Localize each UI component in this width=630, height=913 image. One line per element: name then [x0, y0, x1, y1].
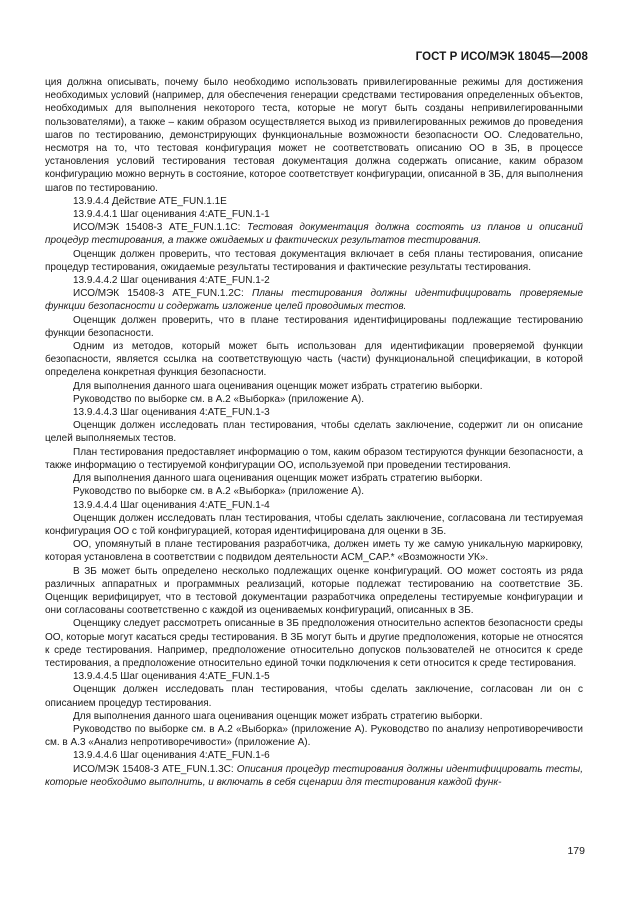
- requirement-text: Планы тестирования должны идентифицировать проверяемые функции безопасности и содержать изложение целей проводимых тестов.: [45, 288, 584, 313]
- paragraph: Руководство по выборке см. в А.2 «Выборка» (приложение А).: [73, 486, 364, 498]
- paragraph: 13.9.4.4.4 Шаг оценивания 4:ATE_FUN.1-4: [73, 499, 270, 511]
- paragraph: [45, 287, 583, 313]
- standard-header: ГОСТ Р ИСО/МЭК 18045—2008: [415, 51, 588, 63]
- page-number: 179: [567, 845, 585, 857]
- requirement-reference: ИСО/МЭК 15408-3 ATE_FUN.1.3С:: [73, 763, 237, 775]
- paragraph: Для выполнения данного шага оценивания оценщик может избрать стратегию выборки.: [73, 473, 483, 485]
- paragraph: Руководство по выборке см. в А.2 «Выборка» (приложение А).: [73, 393, 364, 405]
- paragraph: 13.9.4.4.1 Шаг оценивания 4:ATE_FUN.1-1: [73, 209, 270, 221]
- paragraph: Оценщику следует рассмотреть описанные в ЗБ предположения относительно аспектов безопасности среды ОО, которые могут касаться среды тестирования. В ЗБ могут быть и другие предположения, которые не относятся к среде тестирования. Например, предположение относительно допусков пользователей не относится к среде тестирования, а предположение относительно единой точки подключения к сети относится к среде тестирования.: [45, 618, 583, 669]
- paragraph: ОО, упомянутый в плане тестирования разработчика, должен иметь ту же самую уникальную маркировку, которая установлена в соответствии с подвидом деятельности ACM_CAP.* «Возможности УК».: [45, 539, 583, 564]
- paragraph: 13.9.4.4 Действие ATE_FUN.1.1E: [73, 195, 227, 207]
- paragraph: В ЗБ может быть определено несколько подлежащих оценке конфигураций. ОО может состоять из ряда различных аппаратных и программных реализаций, которые подлежат тестированию на соответствие ЗБ. Оценщик верифицирует, что в тестовой документации разработчика определены тестируемые конфигурации и они согласованы соответственно с каждой из оцениваемых конфигураций, описанных в ЗБ.: [45, 565, 583, 617]
- paragraph: Одним из методов, который может быть использован для идентификации проверяемой функции безопасности, является ссылка на соответствующую часть (части) функциональной спецификации, в которой определена конкретная функция безопасности.: [45, 341, 583, 379]
- paragraph: Для выполнения данного шага оценивания оценщик может избрать стратегию выборки.: [73, 710, 483, 722]
- paragraph: Оценщик должен проверить, что в плане тестирования идентифицированы подлежащие тестированию функции безопасности.: [45, 314, 583, 339]
- paragraph: [45, 763, 583, 789]
- paragraph: Оценщик должен исследовать план тестирования, чтобы сделать заключение, согласован ли он с описанием процедур тестирования.: [45, 684, 583, 709]
- paragraph: 13.9.4.4.3 Шаг оценивания 4:ATE_FUN.1-3: [73, 407, 270, 419]
- paragraph: Руководство по выборке см. в А.2 «Выборка» (приложение А). Руководство по анализу непротиворечивости см. в А.3 «Анализ непротиворечивости» (приложение А).: [45, 723, 583, 749]
- requirement-reference: ИСО/МЭК 15408-3 ATE_FUN.1.1С:: [73, 222, 247, 234]
- paragraph: План тестирования предоставляет информацию о том, каким образом тестируются функции безопасности, а также информацию о тестируемой конфигурации ОО, используемой при проведении тестирования.: [45, 446, 583, 471]
- paragraph: 13.9.4.4.5 Шаг оценивания 4:ATE_FUN.1-5: [73, 671, 270, 683]
- requirement-text: Описания процедур тестирования должны идентифицировать тесты, которые необходимо выполнить, и включать в себя сценарии для тестирования каждой функ-: [45, 763, 583, 788]
- paragraph: Оценщик должен проверить, что тестовая документация включает в себя планы тестирования, описание процедур тестирования, ожидаемые результаты тестирования и фактические результаты тестирования.: [45, 248, 583, 273]
- paragraph: Оценщик должен исследовать план тестирования, чтобы сделать заключение, согласована ли тестируемая конфигурация ОО с той конфигурацией, которая идентифицирована для оценки в ЗБ.: [45, 512, 583, 537]
- paragraph: [45, 221, 583, 247]
- document-body: [45, 76, 583, 789]
- requirement-reference: ИСО/МЭК 15408-3 ATE_FUN.1.2С:: [73, 288, 253, 300]
- requirement-text: Тестовая документация должна состоять из планов и описаний процедур тестирования, а также ожидаемых и фактических результатов тестирования.: [45, 222, 583, 247]
- paragraph: Для выполнения данного шага оценивания оценщик может избрать стратегию выборки.: [73, 380, 483, 392]
- paragraph: ция должна описывать, почему было необходимо использовать привилегированные режимы для достижения необходимых условий (например, для обеспечения генерации средствами тестирования определенных объектов, необходимых для выполнения некоторого теста, которые не могут быть созданы непривилегированными пользователями), а также – каким образом осуществляется выход из привилегированных режимов до проведения шагов по тестированию, демонстрирующих функциональные возможности безопасности ОО. Следовательно, несмотря на то, что тестовая конфигурация может не соответствовать описанию ОО в ЗБ, в процессе установления условий тестирования тестовая документация должна содержать описание, каким образом конфигурацию можно вернуть в состояние, которое соответствует конфигурации, описанной в ЗБ, для выполнения шагов по тестированию.: [45, 77, 583, 194]
- paragraph: Оценщик должен исследовать план тестирования, чтобы сделать заключение, содержит ли он описание целей выполняемых тестов.: [45, 420, 583, 445]
- paragraph: 13.9.4.4.2 Шаг оценивания 4:ATE_FUN.1-2: [73, 275, 270, 287]
- paragraph: 13.9.4.4.6 Шаг оценивания 4:ATE_FUN.1-6: [73, 750, 270, 762]
